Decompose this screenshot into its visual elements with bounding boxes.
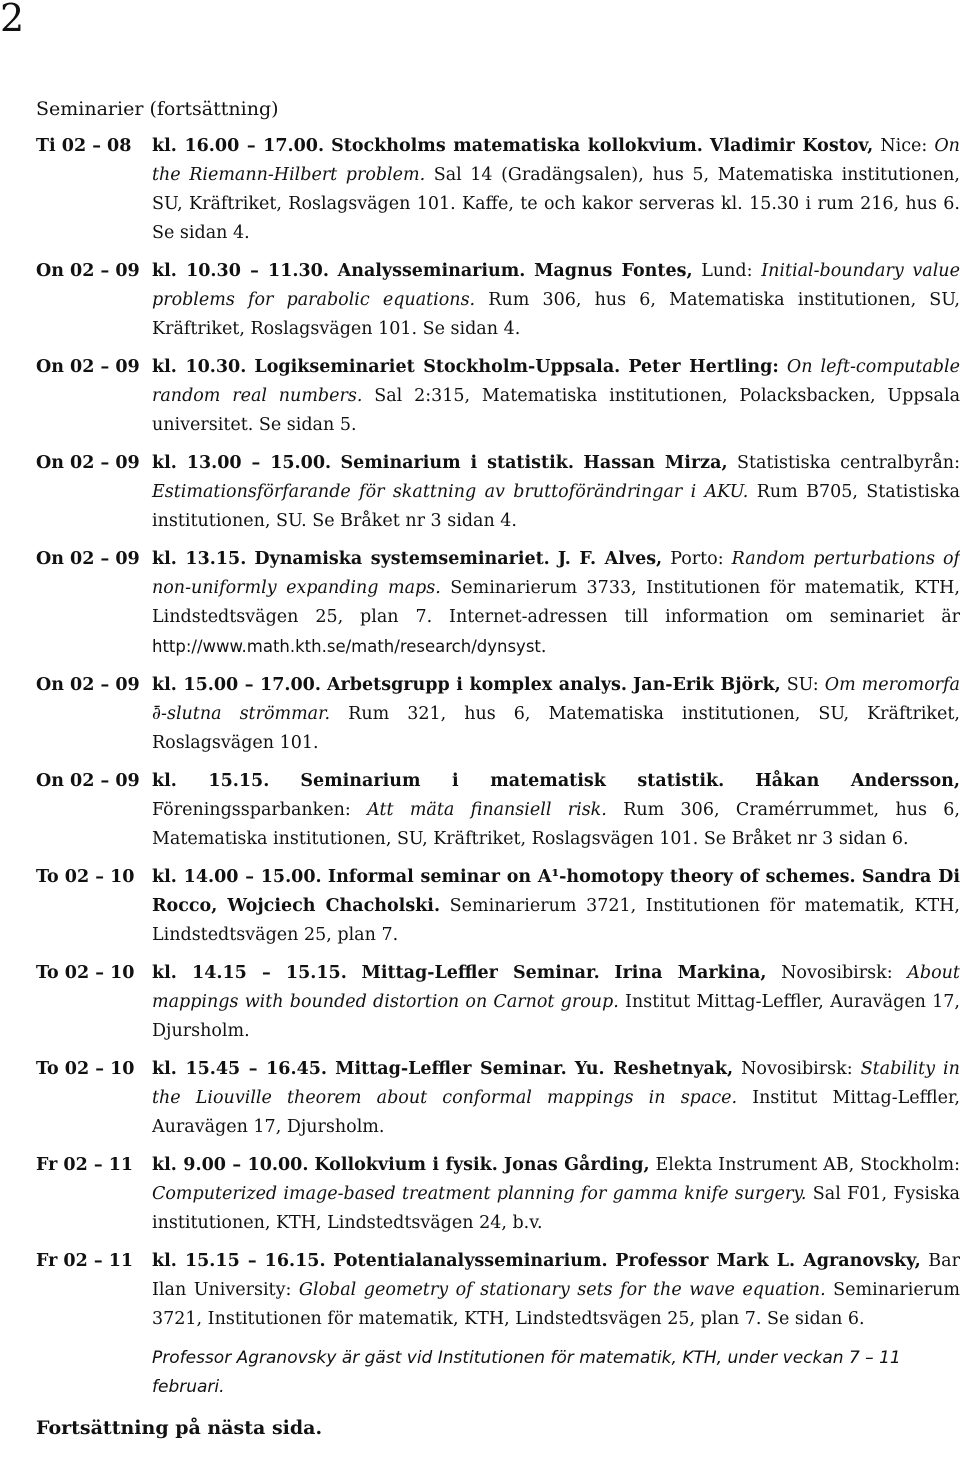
seminar-entry bbox=[36, 767, 960, 854]
seminar-day: To 02 – 10 bbox=[36, 1059, 135, 1079]
seminar-details: Sal 2:315, Matematiska institutionen, Polacksbacken, Uppsala universitet. Se sidan 5. bbox=[152, 386, 960, 435]
seminar-speaker: Vladimir Kostov, bbox=[709, 136, 874, 156]
seminar-speaker: Irina Markina, bbox=[614, 963, 767, 983]
seminar-time: kl. 15.15. bbox=[152, 771, 270, 791]
seminar-time: kl. 16.00 – 17.00. bbox=[152, 136, 325, 156]
seminar-title: Seminarium i matematisk statistik. bbox=[300, 771, 725, 791]
seminar-entry bbox=[36, 353, 960, 440]
seminar-day: Ti 02 – 08 bbox=[36, 136, 132, 156]
seminar-title: Analysseminarium. bbox=[337, 261, 526, 281]
seminar-title: Kollokvium i fysik. bbox=[314, 1155, 498, 1175]
seminar-affiliation: Porto: bbox=[670, 549, 724, 569]
seminar-entry bbox=[36, 1151, 960, 1238]
seminar-details: Sal F01, Fysiska institutionen, KTH, Lindstedtsvägen 24, b.v. bbox=[152, 1184, 960, 1233]
seminar-title: Seminarium i statistik. bbox=[340, 453, 574, 473]
seminar-day: Fr 02 – 11 bbox=[36, 1155, 134, 1175]
seminar-talk: Att mäta finansiell risk. bbox=[367, 800, 607, 820]
seminar-day: On 02 – 09 bbox=[36, 453, 140, 473]
continued-footer: Fortsättning på nästa sida. bbox=[36, 1417, 323, 1439]
section-title: Seminarier (fortsättning) bbox=[36, 98, 279, 120]
seminar-time: kl. 14.15 – 15.15. bbox=[152, 963, 347, 983]
seminar-entry bbox=[36, 671, 960, 758]
seminar-speaker: Jonas Gårding, bbox=[503, 1155, 650, 1175]
seminar-talk: Estimationsförfarande för skattning av bruttoförändringar i AKU. bbox=[152, 482, 749, 502]
seminar-day: On 02 – 09 bbox=[36, 261, 140, 281]
seminar-details: Institut Mittag-Leffler, Auravägen 17, Djursholm. bbox=[152, 992, 960, 1041]
seminar-entry bbox=[36, 545, 960, 662]
seminar-url-link[interactable]: http://www.math.kth.se/math/research/dynsyst bbox=[152, 637, 541, 656]
seminar-details: Seminarierum 3733, Institutionen för matematik, KTH, Lindstedtsvägen 25, plan 7. Internet-adressen till information om seminariet är bbox=[152, 578, 960, 627]
seminar-entry bbox=[36, 1247, 960, 1334]
seminar-speaker: J. F. Alves, bbox=[557, 549, 663, 569]
seminar-title: Logikseminariet Stockholm-Uppsala. bbox=[254, 357, 621, 377]
seminar-time: kl. 13.15. bbox=[152, 549, 247, 569]
seminar-title: Potentialanalysseminarium. bbox=[333, 1251, 608, 1271]
seminar-affiliation: Novosibirsk: bbox=[781, 963, 893, 983]
seminar-speaker: Peter Hertling: bbox=[628, 357, 779, 377]
seminar-details: Rum B705, Statistiska institutionen, SU. Se Bråket nr 3 sidan 4. bbox=[152, 482, 960, 531]
seminar-title: Mittag-Leffler Seminar. bbox=[361, 963, 600, 983]
seminar-affiliation: Föreningssparbanken: bbox=[152, 800, 351, 820]
seminar-affiliation: Lund: bbox=[701, 261, 753, 281]
seminar-time: kl. 15.00 – 17.00. bbox=[152, 675, 321, 695]
seminar-time: kl. 9.00 – 10.00. bbox=[152, 1155, 309, 1175]
seminar-speaker: Sandra Di Rocco, Wojciech Chacholski. bbox=[152, 867, 960, 916]
seminar-day: On 02 – 09 bbox=[36, 771, 140, 791]
seminar-affiliation: Novosibirsk: bbox=[741, 1059, 853, 1079]
seminar-title: Stockholms matematiska kollokvium. bbox=[331, 136, 703, 156]
seminar-details: Rum 306, Cramérrummet, hus 6, Matematiska institutionen, SU, Kräftriket, Roslagsvägen 101. Se Bråket nr 3 sidan 6. bbox=[152, 800, 960, 849]
seminar-entry bbox=[36, 257, 960, 344]
seminar-entry bbox=[36, 1055, 960, 1142]
seminar-affiliation: Elekta Instrument AB, Stockholm: bbox=[655, 1155, 960, 1175]
seminar-talk: On left-computable random real numbers. bbox=[152, 357, 960, 406]
seminar-details: Sal 14 (Gradängsalen), hus 5, Matematiska institutionen, SU, Kräftriket, Roslagsvägen 101. Kaffe, te och kakor serveras kl. 15.30 i rum 216, hus 6. Se sidan 4. bbox=[152, 165, 960, 243]
seminar-entry bbox=[36, 863, 960, 950]
seminar-speaker: Magnus Fontes, bbox=[534, 261, 693, 281]
seminar-talk: Global geometry of stationary sets for the wave equation. bbox=[298, 1280, 826, 1300]
seminar-time: kl. 10.30 – 11.30. bbox=[152, 261, 329, 281]
seminar-entry bbox=[36, 959, 960, 1046]
seminar-details: Rum 306, hus 6, Matematiska institutionen, SU, Kräftriket, Roslagsvägen 101. Se sidan 4. bbox=[152, 290, 960, 339]
seminar-details: Seminarierum 3721, Institutionen för matematik, KTH, Lindstedtsvägen 25, plan 7. Se sidan 6. bbox=[152, 1280, 960, 1329]
seminar-time: kl. 15.15 – 16.15. bbox=[152, 1251, 326, 1271]
seminar-time: kl. 14.00 – 15.00. bbox=[152, 867, 322, 887]
page-number: 2 bbox=[0, 0, 25, 40]
seminar-day: On 02 – 09 bbox=[36, 675, 140, 695]
seminar-details: Institut Mittag-Leffler, Auravägen 17, Djursholm. bbox=[152, 1088, 960, 1137]
seminar-details: Rum 321, hus 6, Matematiska institutionen, SU, Kräftriket, Roslagsvägen 101. bbox=[152, 704, 960, 753]
seminar-talk: Computerized image-based treatment planning for gamma knife surgery. bbox=[152, 1184, 807, 1204]
seminar-day: To 02 – 10 bbox=[36, 867, 135, 887]
seminar-title: Informal seminar on A¹-homotopy theory of schemes. bbox=[327, 867, 856, 887]
seminar-list bbox=[36, 132, 960, 1443]
seminar-day: Fr 02 – 11 bbox=[36, 1251, 134, 1271]
seminar-title: Arbetsgrupp i komplex analys. bbox=[326, 675, 627, 695]
seminar-speaker: Yu. Reshetnyak, bbox=[574, 1059, 734, 1079]
seminar-day: To 02 – 10 bbox=[36, 963, 135, 983]
seminar-speaker: Hassan Mirza, bbox=[583, 453, 728, 473]
seminar-day: On 02 – 09 bbox=[36, 357, 140, 377]
seminar-affiliation: Nice: bbox=[880, 136, 928, 156]
seminar-day: On 02 – 09 bbox=[36, 549, 140, 569]
seminar-details-end: . bbox=[540, 637, 547, 657]
seminar-entry bbox=[36, 132, 960, 248]
seminar-talk: Om meromorfa ∂̄-slutna strömmar. bbox=[152, 675, 960, 724]
guest-note: Professor Agranovsky är gäst vid Institutionen för matematik, KTH, under veckan 7 – 11 februari. bbox=[152, 1348, 901, 1397]
seminar-affiliation: SU: bbox=[786, 675, 819, 695]
seminar-time: kl. 10.30. bbox=[152, 357, 247, 377]
seminar-entry bbox=[36, 449, 960, 536]
seminar-talk: On the Riemann-Hilbert problem. bbox=[152, 136, 960, 185]
seminar-affiliation: Statistiska centralbyrån: bbox=[736, 453, 960, 473]
seminar-speaker: Professor Mark L. Agranovsky, bbox=[615, 1251, 921, 1271]
seminar-talk: Initial-boundary value problems for parabolic equations. bbox=[152, 261, 960, 310]
seminar-talk: About mappings with bounded distortion on Carnot group. bbox=[152, 963, 960, 1012]
seminar-affiliation: Bar Ilan University: bbox=[152, 1251, 960, 1300]
seminar-time: kl. 13.00 – 15.00. bbox=[152, 453, 332, 473]
seminar-title: Mittag-Leffler Seminar. bbox=[335, 1059, 567, 1079]
seminar-details: Seminarierum 3721, Institutionen för matematik, KTH, Lindstedtsvägen 25, plan 7. bbox=[152, 896, 960, 945]
seminar-talk: Stability in the Liouville theorem about conformal mappings in space. bbox=[152, 1059, 960, 1108]
seminar-speaker: Håkan Andersson, bbox=[755, 771, 960, 791]
seminar-time: kl. 15.45 – 16.45. bbox=[152, 1059, 328, 1079]
seminar-title: Dynamiska systemseminariet. bbox=[254, 549, 550, 569]
seminar-speaker: Jan-Erik Björk, bbox=[632, 675, 781, 695]
seminar-talk: Random perturbations of non-uniformly expanding maps. bbox=[152, 549, 960, 598]
